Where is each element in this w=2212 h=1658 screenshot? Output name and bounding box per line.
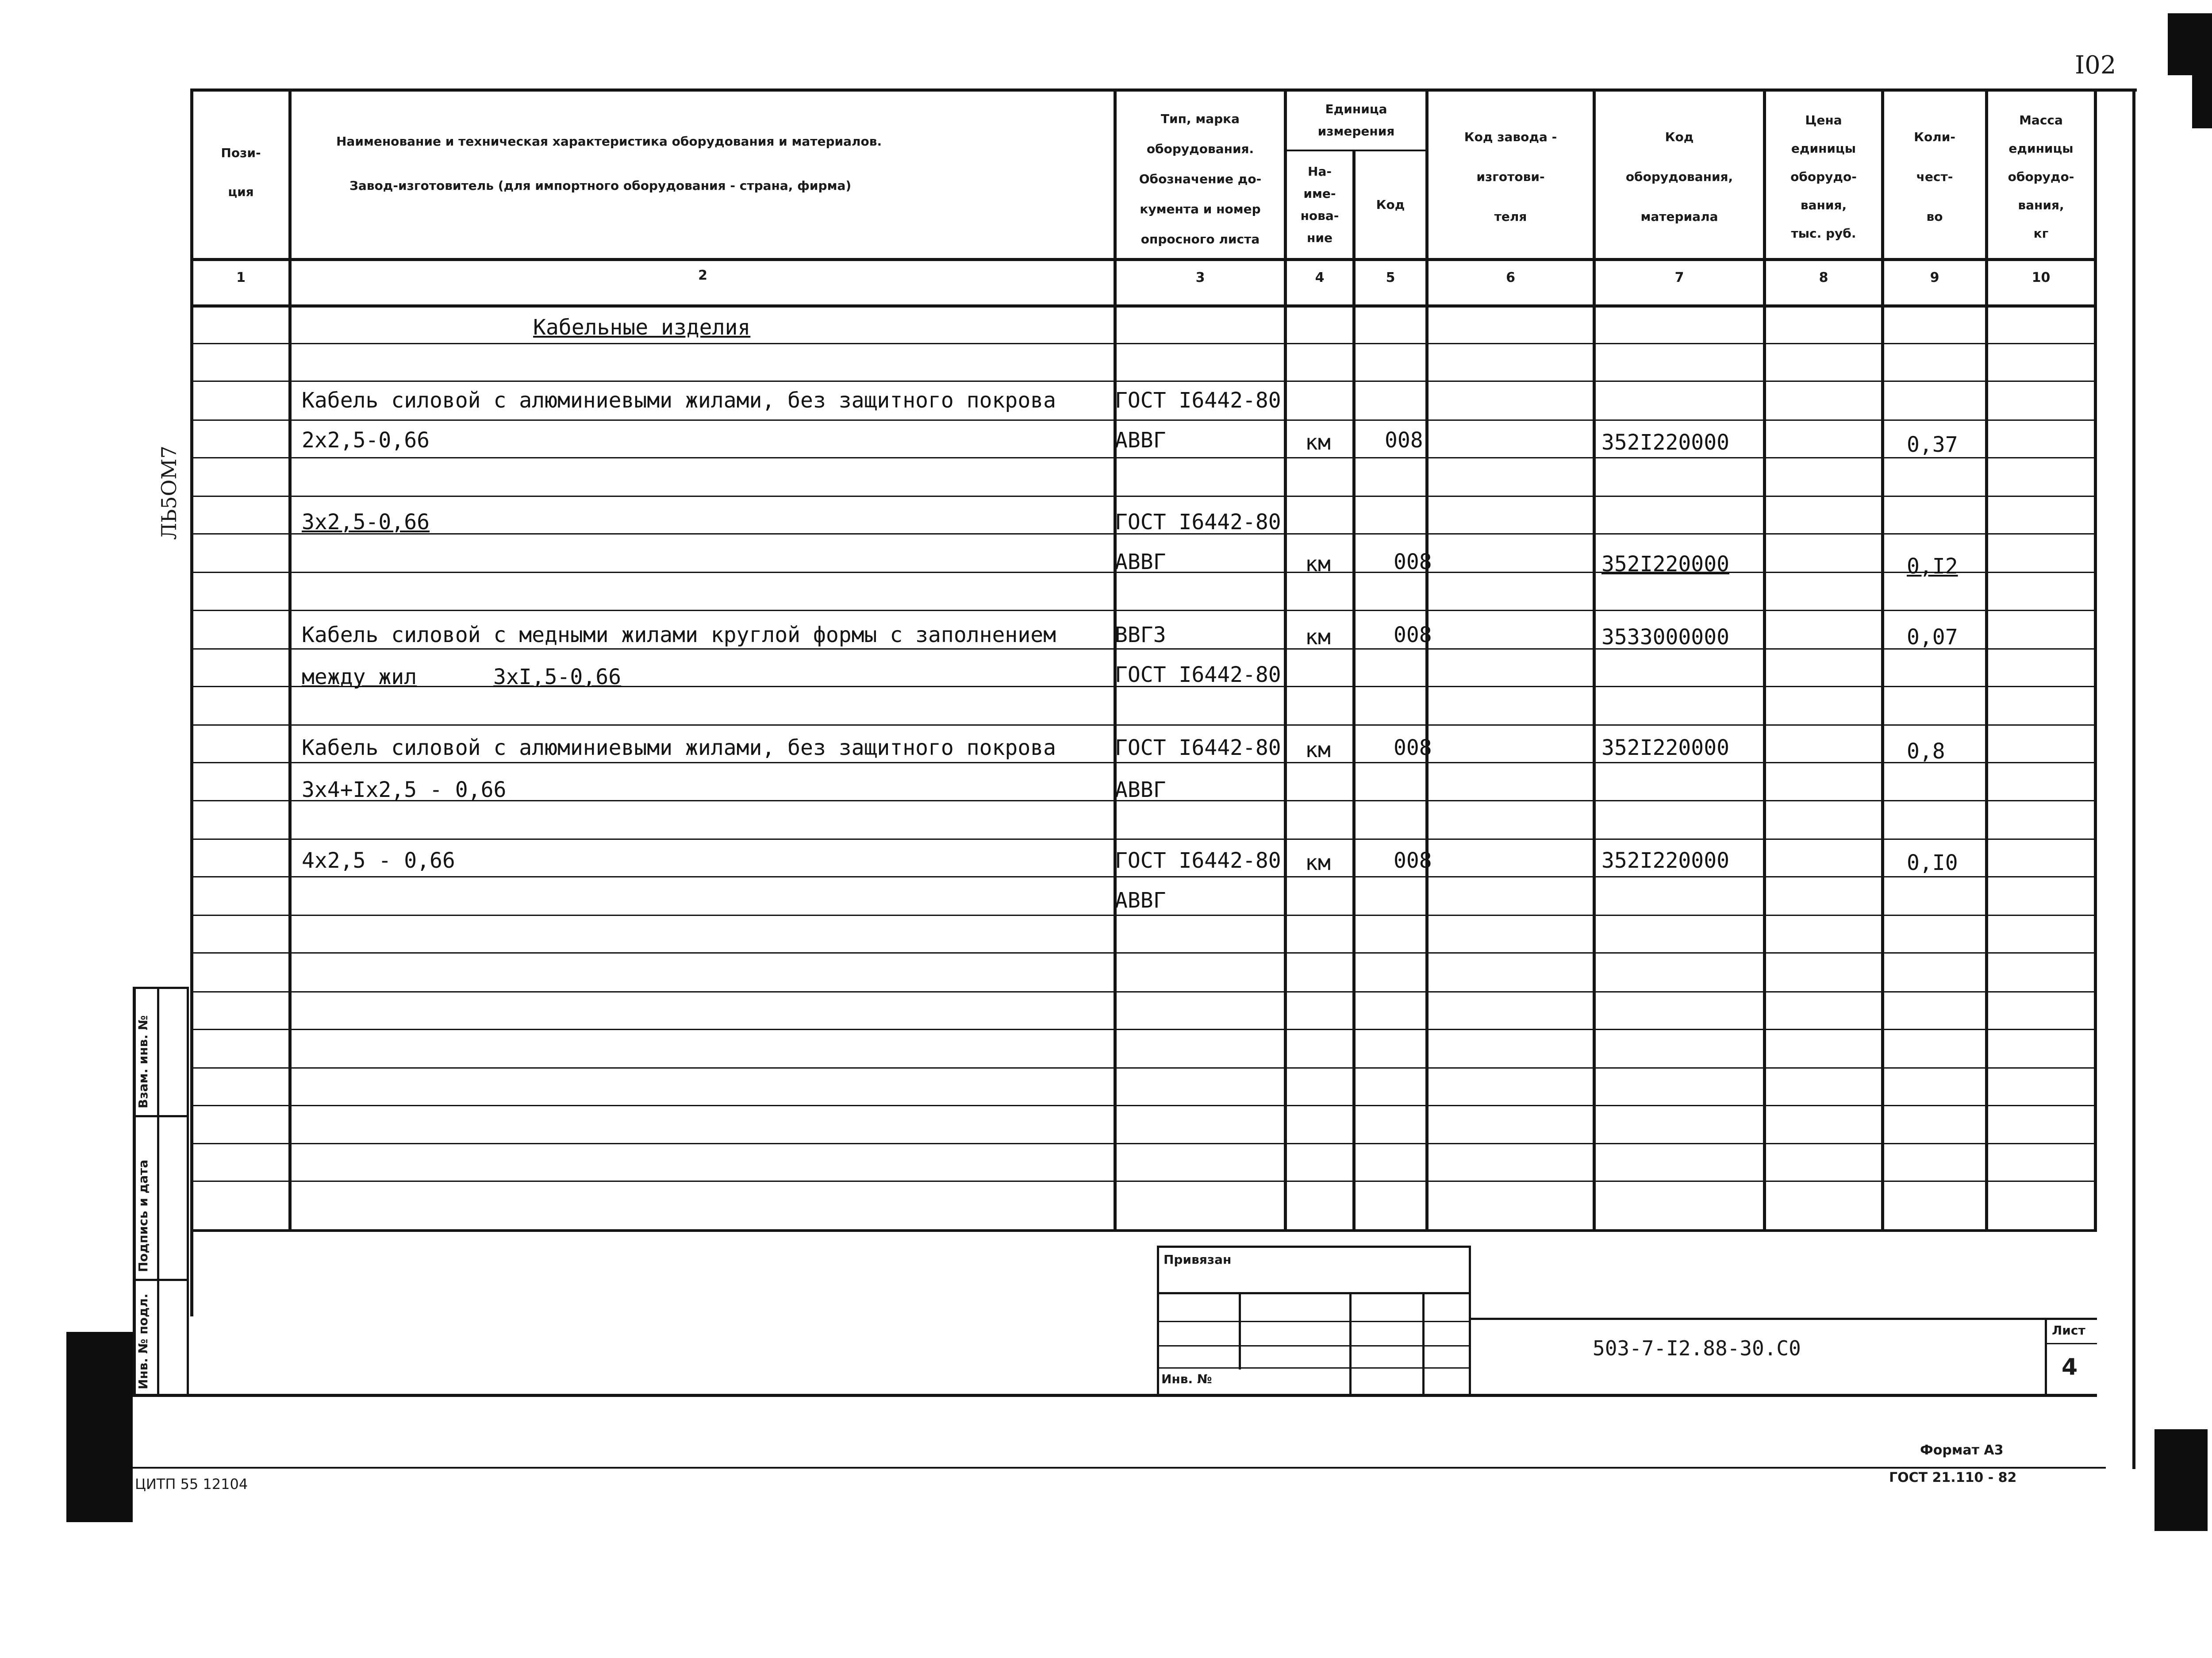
- row-4-mat-code: 352I220000: [1601, 552, 1729, 577]
- row-line: [190, 381, 2097, 382]
- row-2-mat-code: 352I220000: [1601, 430, 1729, 455]
- row-9-name: 4х2,5 - 0,66: [302, 848, 455, 873]
- colnum-8: 8: [1819, 270, 1828, 285]
- page-number: I02: [2075, 51, 2116, 80]
- row-6-name-b: 3хI,5-0,66: [493, 665, 621, 689]
- row-10-doc: АВВГ: [1115, 888, 1166, 913]
- stamp-inv-no: Инв. №: [1161, 1372, 1212, 1386]
- row-line: [190, 457, 2097, 458]
- row-5-qty: 0,07: [1907, 625, 1958, 650]
- row-7-doc: ГОСТ I6442-80: [1115, 735, 1281, 760]
- row-7-unit: км: [1305, 738, 1331, 762]
- row-2-doc: АВВГ: [1115, 428, 1166, 453]
- side-box-line-3: [187, 987, 189, 1396]
- colnum-2: 2: [698, 268, 707, 283]
- row-8-name: 3х4+Iх2,5 - 0,66: [302, 777, 507, 802]
- stamp-sheet-div: [2045, 1343, 2097, 1344]
- row-line: [190, 991, 2097, 992]
- header-units: Единица измерения: [1317, 102, 1395, 138]
- units-sub-line: [1284, 150, 1426, 151]
- side-label-sign-date: Подпись и дата: [136, 1159, 150, 1272]
- footer-line: [133, 1467, 2106, 1469]
- right-border-line: [2132, 88, 2135, 1469]
- side-box-line-2: [157, 987, 159, 1396]
- stamp-sheet-left: [2045, 1318, 2047, 1396]
- colnum-3: 3: [1195, 270, 1205, 285]
- colnum-9: 9: [1930, 270, 1939, 285]
- row-3-doc: ГОСТ I6442-80: [1115, 510, 1281, 535]
- bottom-frame-line: [133, 1394, 2097, 1397]
- footer-cnitp: ЦИТП 55 12104: [135, 1476, 248, 1493]
- row-line: [190, 1181, 2097, 1182]
- side-label-inv-orig: Инв. № подл.: [136, 1293, 150, 1389]
- row-3-name: 3х2,5-0,66: [302, 510, 430, 535]
- row-1-doc: ГОСТ I6442-80: [1115, 388, 1281, 413]
- header-material-code: Код оборудования, материала: [1625, 130, 1733, 224]
- header-unit-name: На- име- нова- ние: [1300, 164, 1339, 245]
- row-2-code: 008: [1385, 428, 1423, 453]
- row-2-name: 2х2,5-0,66: [302, 428, 430, 453]
- top-border-line: [190, 88, 2137, 92]
- row-4-doc: АВВГ: [1115, 550, 1166, 574]
- side-box-div-2: [133, 1279, 189, 1281]
- row-line: [190, 1143, 2097, 1144]
- footer-gost: ГОСТ 21.110 - 82: [1889, 1470, 2017, 1485]
- colnum-7: 7: [1674, 270, 1684, 285]
- row-7-code: 008: [1394, 735, 1432, 760]
- scan-mark-top-right-2: [2192, 66, 2212, 128]
- row-5-code: 008: [1394, 623, 1432, 647]
- header-unit-code: Код: [1376, 197, 1405, 212]
- stamp-v-0: [1157, 1246, 1159, 1396]
- scan-mark-bottom-right: [2154, 1429, 2208, 1531]
- row-8-doc: АВВГ: [1115, 777, 1166, 802]
- row-2-qty: 0,37: [1907, 432, 1958, 457]
- header-name-line2: Завод-изготовитель (для импортного оборудования - страна, фирма): [349, 178, 852, 193]
- row-line: [190, 724, 2097, 726]
- header-position: Пози- ция: [221, 146, 261, 199]
- row-5-mat-code: 3533000000: [1601, 625, 1729, 650]
- colnum-1: 1: [236, 270, 246, 285]
- stamp-v-4: [1469, 1246, 1471, 1396]
- stamp-privyazan: Привязан: [1164, 1252, 1232, 1267]
- row-9-unit: км: [1305, 850, 1331, 875]
- header-mass: Масса единицы оборудо- вания, кг: [2008, 113, 2074, 241]
- row-line: [190, 648, 2097, 650]
- scan-mark-bottom-left: [66, 1332, 133, 1522]
- stamp-v-3: [1422, 1292, 1425, 1396]
- side-box-div-1: [133, 1115, 189, 1117]
- row-line: [190, 1029, 2097, 1030]
- row-line: [190, 496, 2097, 497]
- colnum-5: 5: [1386, 270, 1395, 285]
- side-label-vzam: Взам. инв. №: [136, 1015, 150, 1108]
- row-7-name: Кабель силовой с алюминиевыми жилами, без защитного покрова: [302, 735, 1056, 760]
- stamp-v-1: [1239, 1292, 1241, 1369]
- stamp-sheet-label: Лист: [2052, 1323, 2085, 1338]
- row-line: [190, 952, 2097, 954]
- stamp-code-line: [1471, 1318, 2097, 1320]
- section-title: Кабельные изделия: [533, 315, 751, 340]
- row-5-name: Кабель силовой с медными жилами круглой формы с заполнением: [302, 623, 1056, 647]
- row-2-unit: км: [1305, 430, 1331, 455]
- row-line: [190, 762, 2097, 763]
- footer-format: Формат А3: [1920, 1443, 2004, 1458]
- row-9-qty: 0,I0: [1907, 850, 1958, 875]
- row-9-doc: ГОСТ I6442-80: [1115, 848, 1281, 873]
- row-6-doc: ГОСТ I6442-80: [1115, 662, 1281, 687]
- header-type-doc: Тип, марка оборудования. Обозначение до- кумента и номер опросного листа: [1139, 112, 1262, 246]
- header-name-line1: Наименование и техническая характеристика оборудования и материалов.: [336, 134, 882, 149]
- row-4-qty: 0,I2: [1907, 554, 1958, 579]
- row-line: [190, 876, 2097, 877]
- row-line: [190, 839, 2097, 840]
- header-maker-code: Код завода - изготови- теля: [1464, 130, 1557, 224]
- scan-mark-top-right: [2168, 13, 2212, 75]
- row-line: [190, 610, 2097, 611]
- row-line: [190, 915, 2097, 916]
- side-box-line-1: [133, 987, 135, 1396]
- row-4-unit: км: [1305, 552, 1331, 577]
- row-5-doc: ВВГЗ: [1115, 623, 1166, 647]
- header-quantity: Коли- чест- во: [1914, 130, 1955, 224]
- row-7-mat-code: 352I220000: [1601, 735, 1729, 760]
- stamp-doc-code: 503-7-I2.88-30.С0: [1593, 1336, 1801, 1360]
- colnum-bottom-line: [190, 304, 2097, 308]
- stamp-v-2: [1349, 1292, 1352, 1396]
- colnum-6: 6: [1506, 270, 1515, 285]
- header-price: Цена единицы оборудо- вания, тыс. руб.: [1790, 113, 1857, 241]
- row-5-unit: км: [1305, 625, 1331, 650]
- colnum-4: 4: [1315, 270, 1325, 285]
- row-line: [190, 1105, 2097, 1106]
- side-stamp: ЛЬ5ОМ7: [157, 446, 181, 540]
- stamp-sheet-no: 4: [2062, 1354, 2078, 1381]
- row-7-qty: 0,8: [1907, 739, 1945, 764]
- stamp-top: [1157, 1246, 1471, 1248]
- row-line: [190, 419, 2097, 421]
- table-bottom-line: [190, 1229, 2097, 1232]
- row-6-name: между жил: [302, 665, 417, 689]
- row-4-code: 008: [1394, 550, 1432, 574]
- row-line: [190, 1067, 2097, 1069]
- side-box-top: [133, 987, 189, 989]
- row-9-mat-code: 352I220000: [1601, 848, 1729, 873]
- header-bottom-line: [190, 258, 2097, 261]
- row-line: [190, 343, 2097, 344]
- colnum-10: 10: [2032, 270, 2051, 285]
- col-line-0: [190, 88, 193, 1316]
- row-1-name: Кабель силовой с алюминиевыми жилами, без защитного покрова: [302, 388, 1056, 413]
- row-9-code: 008: [1394, 848, 1432, 873]
